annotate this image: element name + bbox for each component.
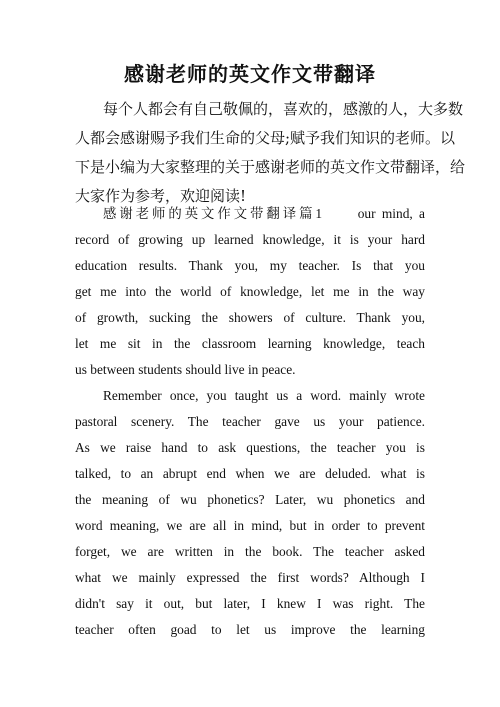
paragraph-line: 感谢老师的英文作文带翻译篇1 our mind, a: [103, 206, 425, 221]
paragraph-line: didn't say it out, but later, I knew I was right. The: [75, 596, 425, 611]
intro-line: 大家作为参考，欢迎阅读!: [75, 187, 247, 205]
paragraph-line: us between students should live in peace.: [75, 362, 296, 377]
paragraph-line: get me into the world of knowledge, let me in the way: [75, 284, 425, 299]
paragraph-line: forget, we are written in the book. The teacher asked: [75, 544, 425, 559]
paragraph-line: of growth, sucking the showers of culture. Thank you,: [75, 310, 425, 325]
intro-paragraph: [75, 95, 466, 211]
paragraph-line: talked, to an abrupt end when we are deluded. what is: [75, 466, 425, 481]
intro-line: 每个人都会有自己敬佩的，喜欢的，感激的人，大多数: [103, 100, 464, 118]
paragraph-line: record of growing up learned knowledge, it is your hard: [75, 232, 425, 247]
paragraph-line: education results. Thank you, my teacher. Is that you: [75, 258, 425, 273]
paragraph-line: As we raise hand to ask questions, the teacher you is: [75, 440, 425, 455]
document-title: 感谢老师的英文作文带翻译: [124, 62, 376, 86]
paragraph-line: Remember once, you taught us a word. mainly wrote: [103, 388, 425, 403]
paragraph-line: teacher often goad to let us improve the learning: [75, 622, 425, 637]
paragraph-line: the meaning of wu phonetics? Later, wu phonetics and: [75, 492, 425, 507]
essay-paragraph-1: [75, 201, 425, 383]
paragraph-line: word meaning, we are all in mind, but in order to prevent: [75, 518, 425, 533]
paragraph-line: what we mainly expressed the first words? Although I: [75, 570, 425, 585]
intro-line: 人都会感谢赐予我们生命的父母;赋予我们知识的老师。以: [75, 129, 456, 147]
paragraph-line: pastoral scenery. The teacher gave us your patience.: [75, 414, 425, 429]
essay-paragraph-2: [75, 383, 425, 643]
paragraph-line: let me sit in the classroom learning knowledge, teach: [75, 336, 425, 351]
intro-line: 下是小编为大家整理的关于感谢老师的英文作文带翻译，给: [75, 158, 466, 176]
